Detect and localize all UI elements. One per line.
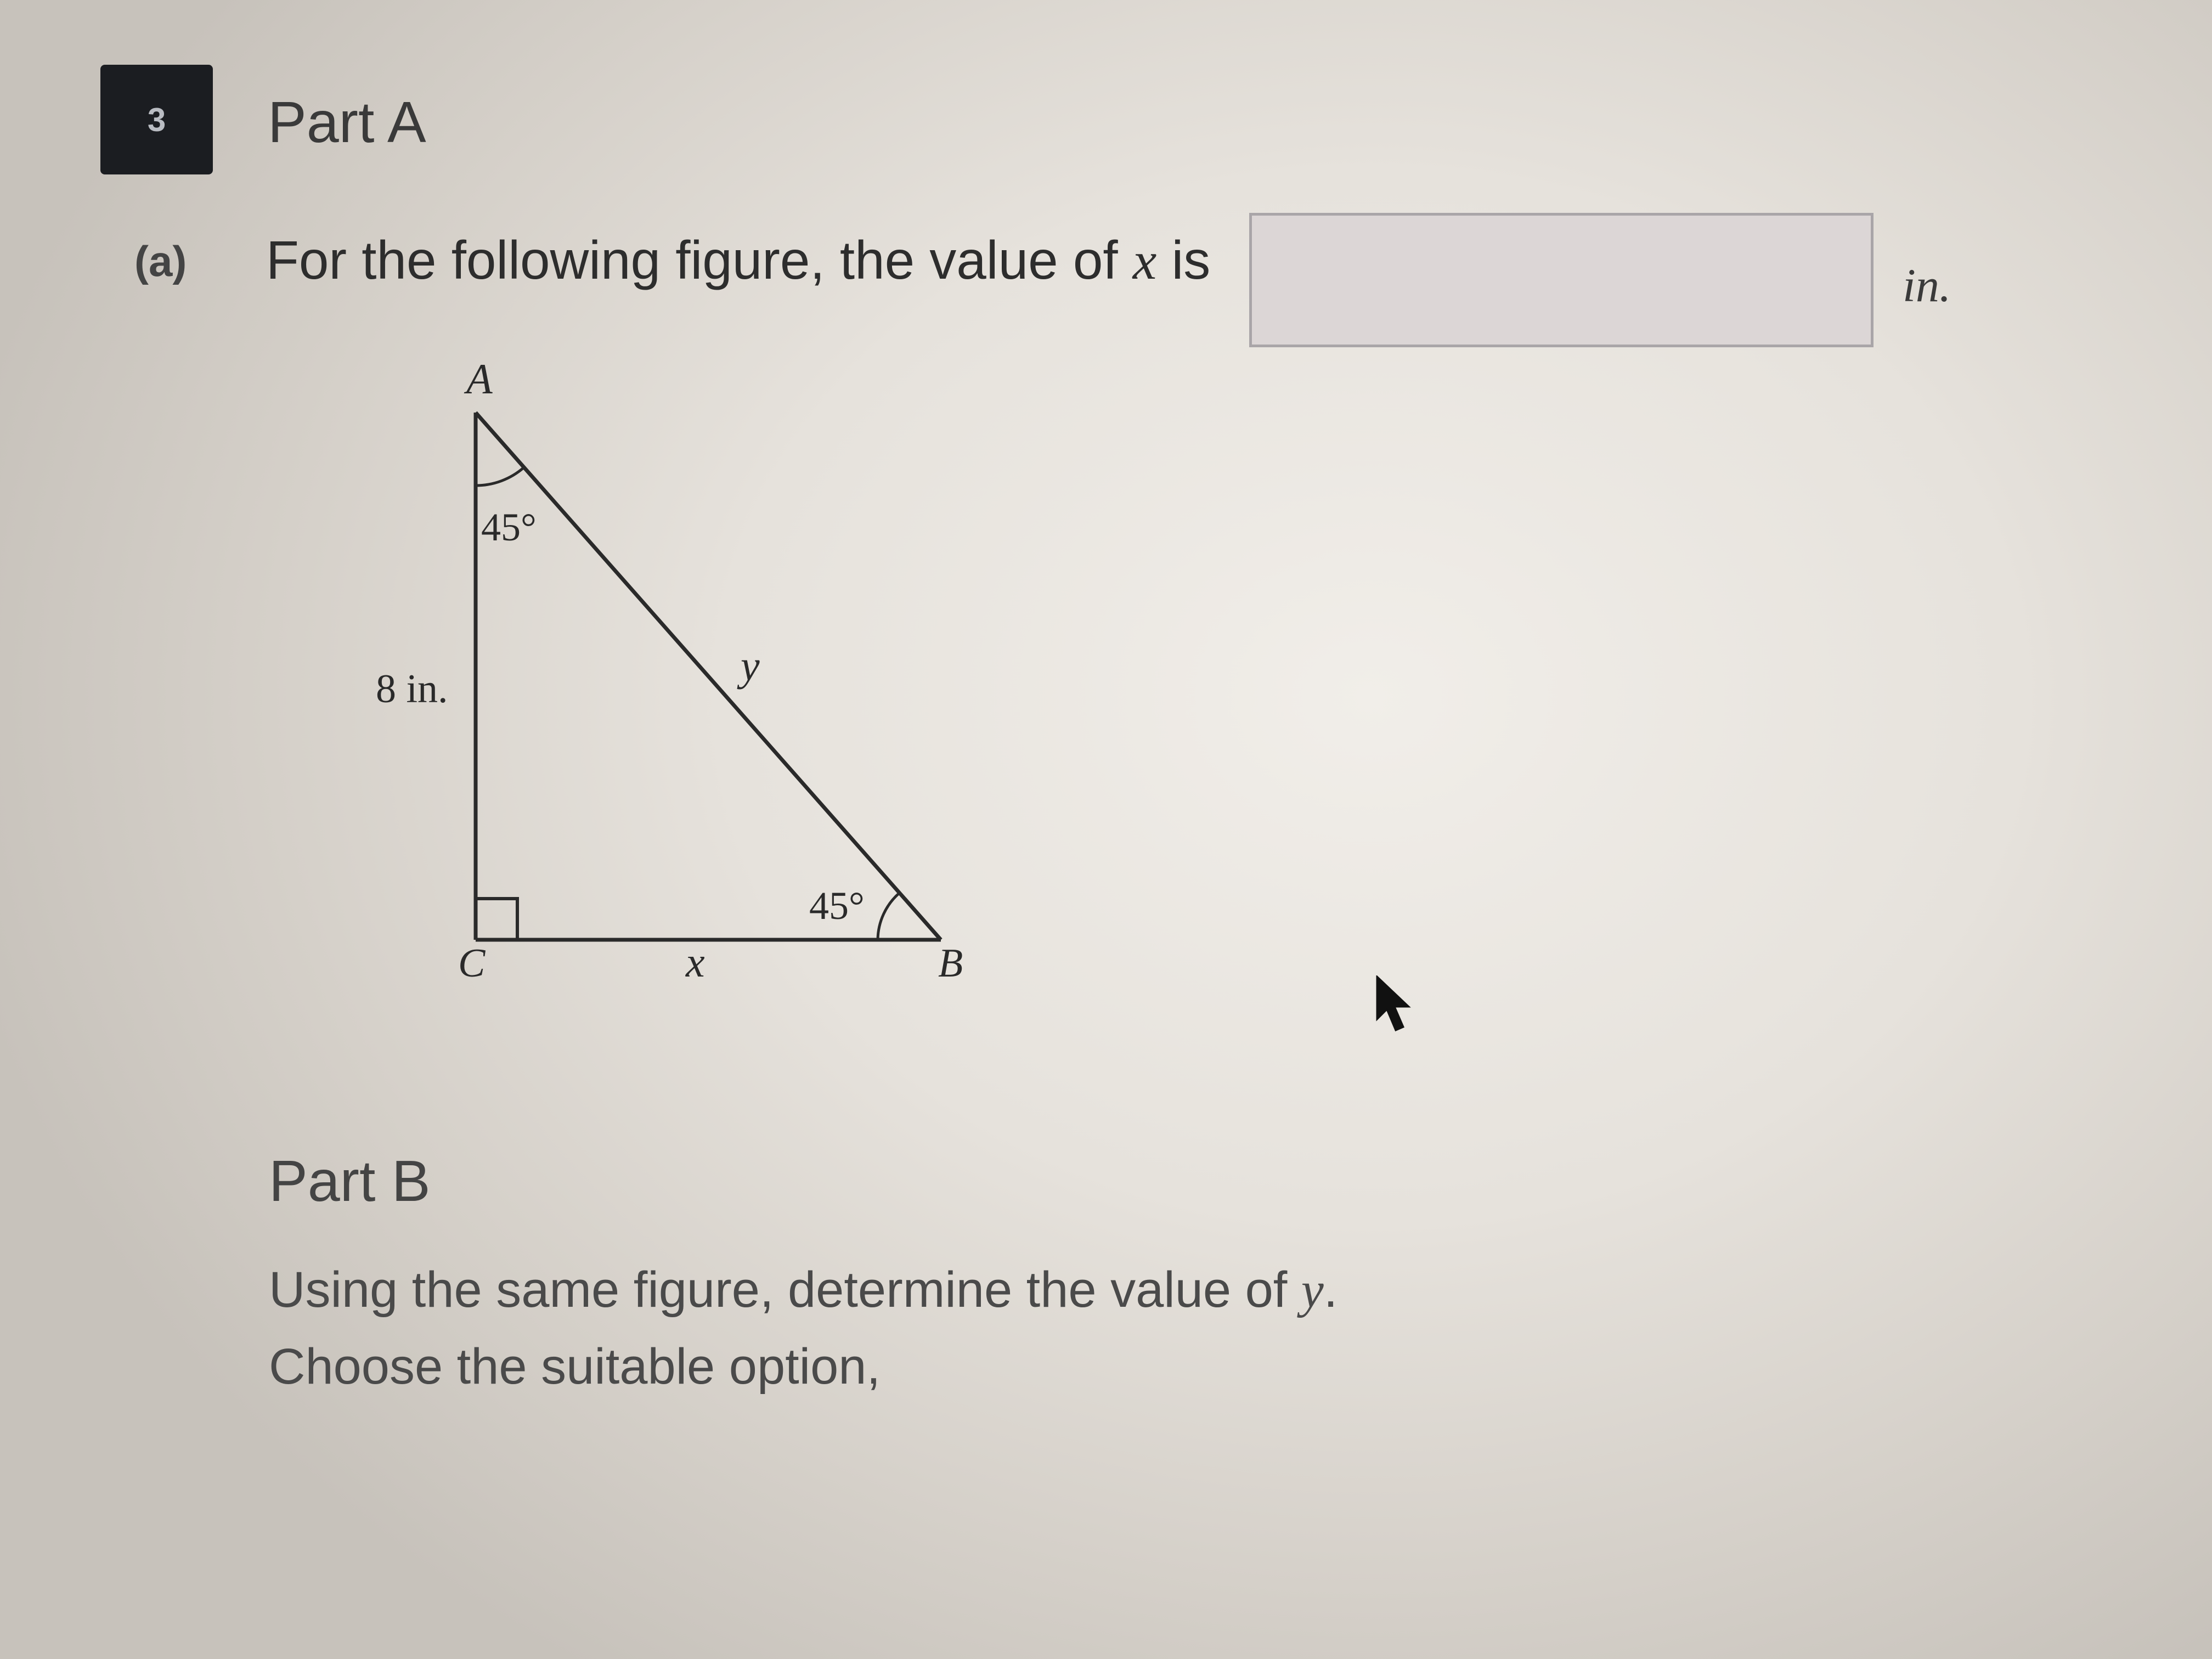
side-ac-label: 8 in. <box>376 667 448 712</box>
right-angle-marker <box>476 899 517 940</box>
answer-unit: in. <box>1903 259 1951 312</box>
part-a-title: Part A <box>268 90 426 155</box>
part-b-prompt-line1 <box>269 1262 1338 1318</box>
question-number-badge <box>100 65 213 174</box>
side-ab-label: y <box>741 642 760 690</box>
part-b-prompt-text: Using the same figure, determine the value of <box>269 1262 1288 1318</box>
angle-a-label: 45° <box>481 505 537 549</box>
angle-arc-a <box>476 467 524 486</box>
sub-question-label: (a) <box>134 237 187 285</box>
angle-arc-b <box>878 893 899 940</box>
prompt-text: For the following figure, the value of <box>266 230 1118 290</box>
part-a-prompt <box>266 230 1211 291</box>
prompt-suffix: is <box>1171 230 1211 290</box>
part-b-period: . <box>1323 1262 1338 1318</box>
vertex-a-label: A <box>466 355 493 403</box>
triangle-diagram <box>351 351 998 1020</box>
part-b-variable: y <box>1301 1262 1324 1318</box>
vertex-c-label: C <box>458 941 486 986</box>
prompt-variable: x <box>1132 232 1157 291</box>
triangle-figure <box>351 351 998 1020</box>
question-number: 3 <box>147 101 166 138</box>
angle-b-label: 45° <box>809 884 865 928</box>
answer-input-x[interactable] <box>1249 213 1874 347</box>
side-ab <box>476 413 941 940</box>
vertex-b-label: B <box>938 941 963 986</box>
mouse-cursor-icon <box>1376 975 1414 1036</box>
part-b-prompt-line2: Choose the suitable option, <box>269 1339 881 1395</box>
part-b-title: Part B <box>269 1149 431 1214</box>
side-cb-label: x <box>686 938 705 986</box>
